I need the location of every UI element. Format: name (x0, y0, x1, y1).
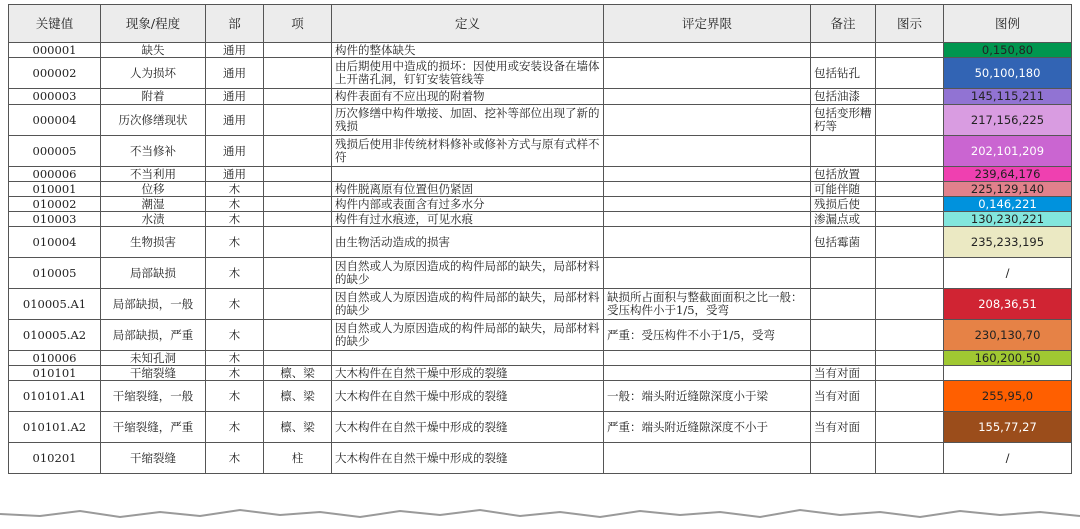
cell-definition: 因自然或人为原因造成的构件局部的缺失，局部材料的缺少 (332, 258, 604, 289)
table-row (9, 136, 1072, 167)
cell-item (264, 351, 332, 366)
cell-diagram (876, 351, 944, 366)
cell-note (811, 136, 876, 167)
cell-definition: 构件脱离原有位置但仍紧固 (332, 182, 604, 197)
cell-definition: 大木构件在自然干燥中形成的裂缝 (332, 412, 604, 443)
table-row (9, 167, 1072, 182)
cell-definition: 大木构件在自然干燥中形成的裂缝 (332, 381, 604, 412)
cell-note: 当有对面 (811, 412, 876, 443)
cell-criteria (604, 136, 811, 167)
cell-key: 000001 (9, 43, 101, 58)
cell-legend-swatch (944, 258, 1072, 289)
header-diagram: 图示 (876, 5, 944, 43)
header-item: 项 (264, 5, 332, 43)
cell-phenomenon: 潮湿 (101, 197, 206, 212)
cell-phenomenon: 历次修缮现状 (101, 105, 206, 136)
table-row (9, 182, 1072, 197)
cell-item (264, 289, 332, 320)
cell-part: 木 (206, 443, 264, 474)
cell-key: 010005 (9, 258, 101, 289)
cell-note (811, 320, 876, 351)
legend-value: 239,64,176 (974, 166, 1041, 181)
cell-note (811, 43, 876, 58)
table-row (9, 58, 1072, 89)
cell-item (264, 89, 332, 105)
cell-key: 000003 (9, 89, 101, 105)
header-legend: 图例 (944, 5, 1072, 43)
table-row (9, 43, 1072, 58)
header-phenomenon: 现象/程度 (101, 5, 206, 43)
table-row (9, 105, 1072, 136)
table-row (9, 443, 1072, 474)
cell-criteria: 严重：受压构件不小于1/5，受弯 (604, 320, 811, 351)
cell-legend-swatch (944, 227, 1072, 258)
legend-value: 130,230,221 (970, 211, 1045, 226)
legend-value: 230,130,70 (974, 327, 1041, 342)
table-row (9, 227, 1072, 258)
cell-definition: 构件表面有不应出现的附着物 (332, 89, 604, 105)
cell-part: 通用 (206, 43, 264, 58)
legend-value: 0,150,80 (981, 42, 1034, 57)
cell-part: 通用 (206, 89, 264, 105)
header-note: 备注 (811, 5, 876, 43)
cell-phenomenon: 缺失 (101, 43, 206, 58)
cell-legend-swatch (944, 105, 1072, 136)
cell-note: 包括钻孔 (811, 58, 876, 89)
cell-phenomenon: 干缩裂缝，严重 (101, 412, 206, 443)
cell-criteria (604, 105, 811, 136)
table-row (9, 89, 1072, 105)
cell-diagram (876, 289, 944, 320)
cell-key: 000006 (9, 167, 101, 182)
cell-criteria (604, 258, 811, 289)
cell-key: 010101 (9, 366, 101, 381)
cell-criteria (604, 443, 811, 474)
cell-definition: 构件有过水痕迹，可见水痕 (332, 212, 604, 227)
legend-value: 160,200,50 (974, 350, 1041, 365)
header-part: 部 (206, 5, 264, 43)
cell-part: 通用 (206, 105, 264, 136)
cell-diagram (876, 58, 944, 89)
cell-diagram (876, 43, 944, 58)
cell-legend-swatch (944, 212, 1072, 227)
cell-part: 木 (206, 381, 264, 412)
legend-value: / (1005, 265, 1010, 280)
cell-note (811, 351, 876, 366)
cell-item: 檩、梁 (264, 381, 332, 412)
cell-legend-swatch (944, 443, 1072, 474)
cell-part: 通用 (206, 167, 264, 182)
cell-key: 010003 (9, 212, 101, 227)
cell-key: 010201 (9, 443, 101, 474)
cell-diagram (876, 136, 944, 167)
cell-note: 可能伴随 (811, 182, 876, 197)
cell-phenomenon: 干缩裂缝 (101, 366, 206, 381)
cell-diagram (876, 381, 944, 412)
cell-criteria (604, 58, 811, 89)
cell-definition: 残损后使用非传统材料修补或修补方式与原有式样不符 (332, 136, 604, 167)
legend-value: 202,101,209 (970, 143, 1045, 158)
legend-value: / (1005, 450, 1010, 465)
header-criteria: 评定界限 (604, 5, 811, 43)
cell-key: 010006 (9, 351, 101, 366)
cell-item: 檩、梁 (264, 366, 332, 381)
cell-criteria (604, 89, 811, 105)
cell-legend-swatch (944, 89, 1072, 105)
cell-item (264, 105, 332, 136)
header-definition: 定义 (332, 5, 604, 43)
cell-phenomenon: 干缩裂缝，一般 (101, 381, 206, 412)
cell-part: 通用 (206, 136, 264, 167)
cell-definition: 因自然或人为原因造成的构件局部的缺失，局部材料的缺少 (332, 320, 604, 351)
cell-item: 柱 (264, 443, 332, 474)
legend-value: 217,156,225 (970, 112, 1045, 127)
table-row (9, 197, 1072, 212)
cell-key: 000002 (9, 58, 101, 89)
cell-part: 木 (206, 197, 264, 212)
cell-note (811, 258, 876, 289)
cell-criteria (604, 167, 811, 182)
legend-value: 155,77,27 (978, 419, 1037, 434)
legend-value: 235,233,195 (970, 234, 1045, 249)
table-row (9, 381, 1072, 412)
cell-diagram (876, 197, 944, 212)
cell-item (264, 227, 332, 258)
table-row (9, 412, 1072, 443)
cell-key: 000005 (9, 136, 101, 167)
cell-part: 木 (206, 212, 264, 227)
cell-criteria (604, 366, 811, 381)
cell-diagram (876, 227, 944, 258)
cell-phenomenon: 未知孔洞 (101, 351, 206, 366)
cell-key: 010002 (9, 197, 101, 212)
cell-criteria (604, 351, 811, 366)
legend-value: 255,95,0 (981, 388, 1034, 403)
cell-criteria: 一般：端头附近缝隙深度小于梁 (604, 381, 811, 412)
table-row (9, 289, 1072, 320)
cell-item (264, 197, 332, 212)
cell-criteria: 严重：端头附近缝隙深度不小于 (604, 412, 811, 443)
cell-legend-swatch (944, 197, 1072, 212)
cell-definition (332, 351, 604, 366)
cell-phenomenon: 局部缺损，严重 (101, 320, 206, 351)
cell-key: 010005.A2 (9, 320, 101, 351)
cell-key: 010001 (9, 182, 101, 197)
cell-definition: 历次修缮中构件墩接、加固、挖补等部位出现了新的残损 (332, 105, 604, 136)
cell-criteria: 缺损所占面积与整截面面积之比一般：受压构件小于1/5，受弯 (604, 289, 811, 320)
cell-criteria (604, 227, 811, 258)
cell-definition: 构件的整体缺失 (332, 43, 604, 58)
cell-diagram (876, 412, 944, 443)
cell-legend-swatch (944, 58, 1072, 89)
table-row (9, 351, 1072, 366)
cell-phenomenon: 水渍 (101, 212, 206, 227)
legend-value: 225,129,140 (970, 181, 1045, 196)
cell-note: 包括霉菌 (811, 227, 876, 258)
cell-diagram (876, 258, 944, 289)
cell-item: 檩、梁 (264, 412, 332, 443)
cell-diagram (876, 443, 944, 474)
cell-key: 010101.A2 (9, 412, 101, 443)
cell-note: 包括油漆 (811, 89, 876, 105)
torn-paper-edge (0, 500, 1080, 529)
cell-definition: 构件内部或表面含有过多水分 (332, 197, 604, 212)
cell-item (264, 167, 332, 182)
header-row (9, 5, 1072, 43)
cell-criteria (604, 43, 811, 58)
cell-legend-swatch (944, 381, 1072, 412)
legend-value: 50,100,180 (974, 65, 1041, 80)
cell-item (264, 320, 332, 351)
cell-definition: 大木构件在自然干燥中形成的裂缝 (332, 366, 604, 381)
cell-criteria (604, 212, 811, 227)
cell-legend-swatch (944, 412, 1072, 443)
cell-phenomenon: 人为损坏 (101, 58, 206, 89)
cell-phenomenon: 局部缺损 (101, 258, 206, 289)
cell-part: 木 (206, 227, 264, 258)
cell-key: 010101.A1 (9, 381, 101, 412)
cell-diagram (876, 105, 944, 136)
cell-definition: 因自然或人为原因造成的构件局部的缺失，局部材料的缺少 (332, 289, 604, 320)
cell-phenomenon: 位移 (101, 182, 206, 197)
defect-classification-table (8, 4, 1071, 474)
cell-diagram (876, 89, 944, 105)
cell-definition: 由生物活动造成的损害 (332, 227, 604, 258)
cell-item (264, 58, 332, 89)
cell-part: 木 (206, 412, 264, 443)
cell-key: 010004 (9, 227, 101, 258)
table-row (9, 366, 1072, 381)
cell-legend-swatch (944, 366, 1072, 381)
cell-diagram (876, 212, 944, 227)
header-key: 关键值 (9, 5, 101, 43)
cell-criteria (604, 197, 811, 212)
cell-definition: 大木构件在自然干燥中形成的裂缝 (332, 443, 604, 474)
cell-diagram (876, 366, 944, 381)
table-row (9, 258, 1072, 289)
cell-diagram (876, 182, 944, 197)
cell-phenomenon: 不当修补 (101, 136, 206, 167)
legend-value: 208,36,51 (978, 296, 1037, 311)
cell-note: 当有对面 (811, 366, 876, 381)
legend-value: 0,146,221 (978, 196, 1037, 211)
cell-phenomenon: 不当利用 (101, 167, 206, 182)
cell-definition: 由后期使用中造成的损坏：因使用或安装设备在墙体上开凿孔洞，钉钉安装管线等 (332, 58, 604, 89)
cell-key: 010005.A1 (9, 289, 101, 320)
table-row (9, 212, 1072, 227)
cell-key: 000004 (9, 105, 101, 136)
cell-part: 木 (206, 289, 264, 320)
cell-phenomenon: 生物损害 (101, 227, 206, 258)
cell-legend-swatch (944, 320, 1072, 351)
cell-legend-swatch (944, 167, 1072, 182)
cell-item (264, 212, 332, 227)
cell-item (264, 43, 332, 58)
cell-phenomenon: 局部缺损，一般 (101, 289, 206, 320)
cell-legend-swatch (944, 289, 1072, 320)
cell-phenomenon: 附着 (101, 89, 206, 105)
cell-part: 木 (206, 258, 264, 289)
table-row (9, 320, 1072, 351)
cell-note: 渗漏点或 (811, 212, 876, 227)
cell-legend-swatch (944, 351, 1072, 366)
legend-value: 145,115,211 (970, 89, 1045, 103)
cell-note: 残损后使 (811, 197, 876, 212)
cell-part: 通用 (206, 58, 264, 89)
cell-part: 木 (206, 351, 264, 366)
cell-item (264, 182, 332, 197)
cell-part: 木 (206, 182, 264, 197)
cell-criteria (604, 182, 811, 197)
cell-note (811, 443, 876, 474)
cell-note: 包括变形糟朽等 (811, 105, 876, 136)
cell-note: 当有对面 (811, 381, 876, 412)
cell-item (264, 136, 332, 167)
cell-part: 木 (206, 366, 264, 381)
cell-legend-swatch (944, 136, 1072, 167)
cell-legend-swatch (944, 43, 1072, 58)
cell-note: 包括放置 (811, 167, 876, 182)
cell-definition (332, 167, 604, 182)
cell-legend-swatch (944, 182, 1072, 197)
cell-diagram (876, 320, 944, 351)
cell-part: 木 (206, 320, 264, 351)
cell-note (811, 289, 876, 320)
cell-item (264, 258, 332, 289)
cell-phenomenon: 干缩裂缝 (101, 443, 206, 474)
cell-diagram (876, 167, 944, 182)
